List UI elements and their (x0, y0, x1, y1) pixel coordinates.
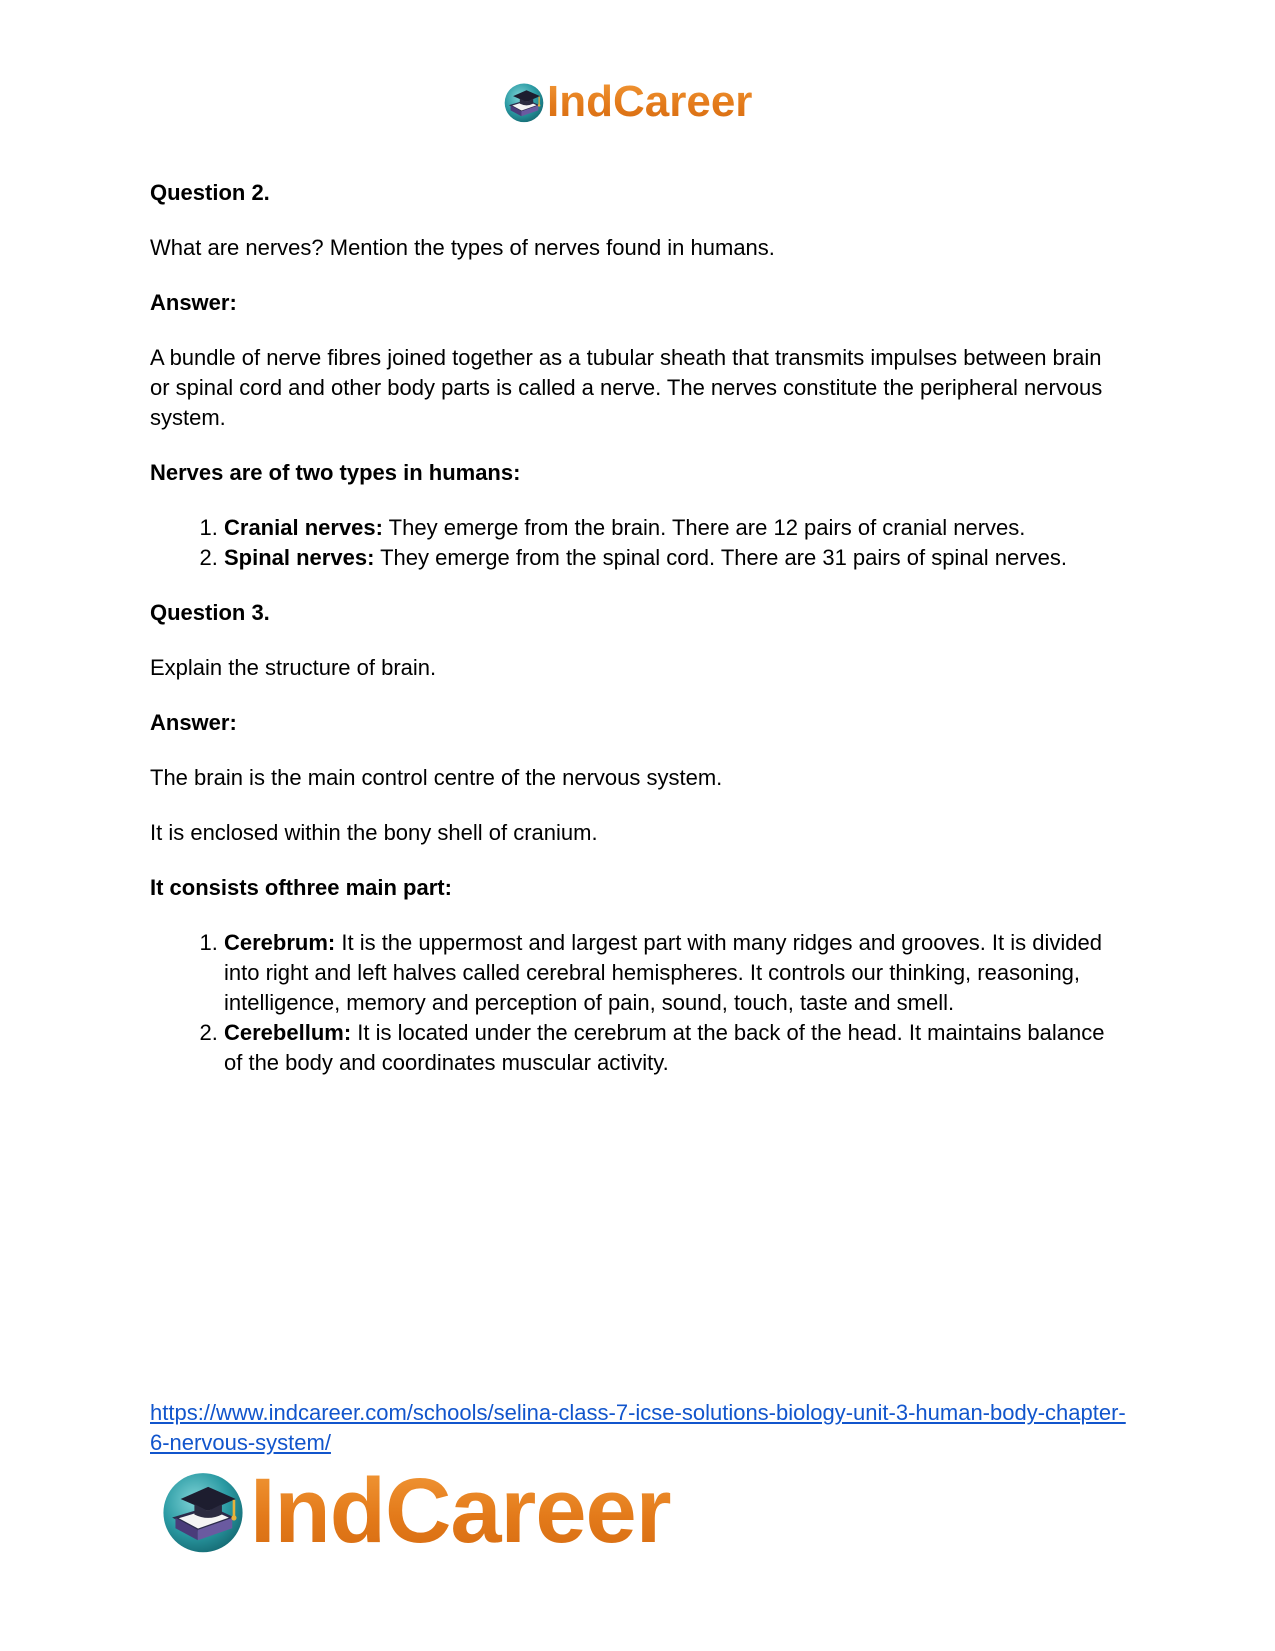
list-item-term: Cranial nerves: (224, 515, 383, 540)
list-item (224, 928, 1125, 1018)
answer-3-line-2: It is enclosed within the bony shell of cranium. (150, 820, 598, 845)
list-item (224, 1018, 1125, 1078)
answer-2-heading: Answer: (150, 290, 237, 315)
nerve-types-heading: Nerves are of two types in humans: (150, 460, 521, 485)
list-item-term: Cerebellum: (224, 1020, 352, 1045)
list-item-text: They emerge from the spinal cord. There are 31 pairs of spinal nerves. (374, 545, 1067, 570)
document-body (150, 178, 1125, 1103)
brain-parts-list (150, 928, 1125, 1078)
question-3-text: Explain the structure of brain. (150, 655, 437, 680)
brain-parts-heading: It consists ofthree main part: (150, 875, 452, 900)
source-link[interactable]: https://www.indcareer.com/schools/selina-class-7-icse-solutions-biology-unit-3-human-body-chapter-6-nervous-system/ (150, 1400, 1126, 1455)
list-item-text: It is located under the cerebrum at the back of the head. It maintains balance of the body and coordinates muscular activity. (224, 1020, 1105, 1075)
question-2-heading: Question 2. (150, 180, 270, 205)
list-item-text: It is the uppermost and largest part with many ridges and grooves. It is divided into right and left halves called cerebral hemispheres. It controls our thinking, reasoning, intelligence, memory and perception of pain, sound, touch, taste and smell. (224, 930, 1102, 1015)
list-item-term: Cerebrum: (224, 930, 336, 955)
question-2-text: What are nerves? Mention the types of nerves found in humans. (150, 235, 775, 260)
nerve-types-list (150, 513, 1125, 573)
brand-wordmark: IndCareer (250, 1459, 671, 1562)
answer-2-paragraph: A bundle of nerve fibres joined together as a tubular sheath that transmits impulses between brain or spinal cord and other body parts is called a nerve. The nerves constitute the peripheral nervous system. (150, 345, 1103, 430)
graduation-book-emblem-icon (503, 81, 545, 123)
list-item (224, 543, 1125, 573)
list-item-text: They emerge from the brain. There are 12 pairs of cranial nerves. (382, 515, 1026, 540)
graduation-book-emblem-icon (160, 1468, 246, 1554)
question-3-heading: Question 3. (150, 600, 270, 625)
footer-logo (160, 1459, 671, 1562)
list-item-term: Spinal nerves: (224, 545, 375, 570)
brand-wordmark: IndCareer (547, 77, 753, 126)
answer-3-line-1: The brain is the main control centre of the nervous system. (150, 765, 723, 790)
header-logo (503, 77, 753, 126)
list-item (224, 513, 1125, 543)
answer-3-heading: Answer: (150, 710, 237, 735)
